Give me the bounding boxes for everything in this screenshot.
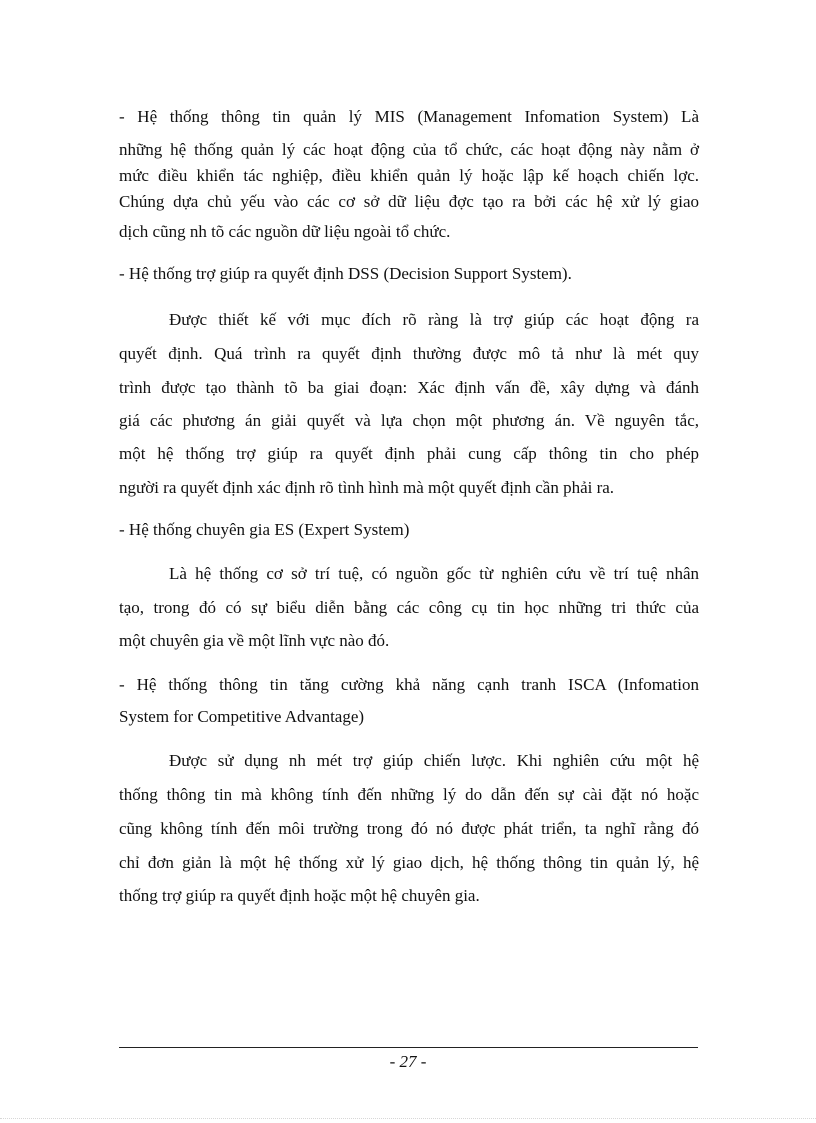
text-line: Được thiết kế với mục đích rõ ràng là trợ giúp các hoạt động ra <box>169 310 699 329</box>
text-line: một chuyên gia về một lĩnh vực nào đó. <box>119 631 390 650</box>
section-heading: - Hệ thống thông tin tăng cường khả năng cạnh tranh ISCA (Infomation <box>119 675 699 694</box>
text-line: mức điều khiển tác nghiệp, điều khiển quản lý hoặc lập kế hoạch chiến lợc. <box>119 166 699 185</box>
footer-divider <box>119 1047 698 1048</box>
text-line: người ra quyết định xác định rõ tình hình mà một quyết định cần phải ra. <box>119 478 615 497</box>
section-heading: - Hệ thống trợ giúp ra quyết định DSS (Decision Support System). <box>119 264 572 283</box>
text-line: giá các phương án giải quyết và lựa chọn một phương án. Về nguyên tắc, <box>119 411 699 430</box>
text-line: quyết định. Quá trình ra quyết định thường được mô tả như là mét quy <box>119 344 699 363</box>
section-heading: System for Competitive Advantage) <box>119 707 365 726</box>
text-line: một hệ thống trợ giúp ra quyết định phải cung cấp thông tin cho phép <box>119 444 699 463</box>
section-heading: - Hệ thống chuyên gia ES (Expert System) <box>119 520 410 539</box>
text-line: tạo, trong đó có sự biểu diễn bằng các công cụ tin học những tri thức của <box>119 598 699 617</box>
text-line: chỉ đơn giản là một hệ thống xử lý giao dịch, hệ thống thông tin quản lý, hệ <box>119 853 699 872</box>
text-line: Chúng dựa chủ yếu vào các cơ sở dữ liệu đợc tạo ra bởi các hệ xử lý giao <box>119 192 699 211</box>
text-line: những hệ thống quản lý các hoạt động của tổ chức, các hoạt động này nằm ở <box>119 140 699 159</box>
page-number: - 27 - <box>389 1052 427 1071</box>
text-line: thống thông tin mà không tính đến những lý do dẫn đến sự cài đặt nó hoặc <box>119 785 699 804</box>
text-line: Được sử dụng nh mét trợ giúp chiến lược. Khi nghiên cứu một hệ <box>169 751 699 770</box>
text-line: - Hệ thống thông tin quản lý MIS (Management Infomation System) Là <box>119 107 699 126</box>
text-line: trình được tạo thành tõ ba giai đoạn: Xác định vấn đề, xây dựng và đánh <box>119 378 699 397</box>
text-line: thống trợ giúp ra quyết định hoặc một hệ chuyên gia. <box>119 886 480 905</box>
text-line: dịch cũng nh tõ các nguồn dữ liệu ngoài tổ chức. <box>119 222 451 241</box>
text-line: cũng không tính đến môi trường trong đó nó được phát triển, ta nghĩ rằng đó <box>119 819 699 838</box>
text-line: Là hệ thống cơ sở trí tuệ, có nguồn gốc từ nghiên cứu về trí tuệ nhân <box>169 564 699 583</box>
page-edge-divider <box>0 1118 816 1119</box>
